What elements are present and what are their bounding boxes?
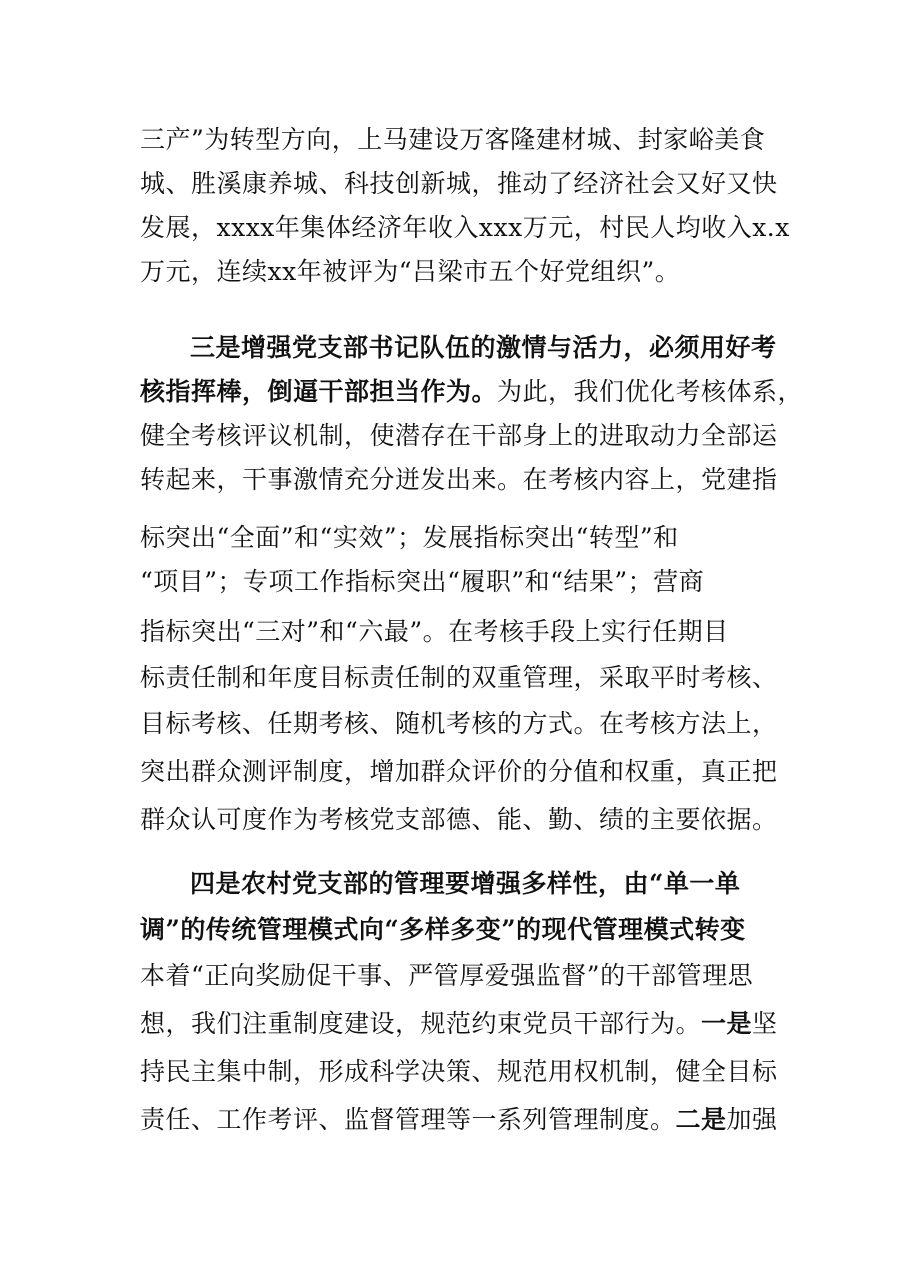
- section-four-heading-line-2: 调”的传统管理模式向“多样多变”的现代管理模式转变: [140, 915, 746, 944]
- section-three-body-start: 为此，我们优化考核体系，: [497, 377, 804, 406]
- section-four-line-3: 本着“正向奖励促干事、严管厚爱强监督”的干部管理思: [140, 961, 754, 990]
- section-three-line-5: 标突出“全面”和“实效”；发展指标突出“转型”和: [140, 523, 679, 552]
- section-three-line-9: 目标考核、任期考核、随机考核的方式。在考核方法上，: [140, 709, 778, 738]
- section-three-line-8: 标责任制和年度目标责任制的双重管理，采取平时考核、: [140, 663, 778, 692]
- point-one-label: 一是: [701, 1009, 753, 1038]
- section-four-line-6: [140, 1098, 780, 1142]
- section-three-heading-line-1: 三是增强党支部书记队伍的激情与活力，必须用好考: [190, 333, 777, 362]
- paragraph-1-line-3: 发展，xxxx年集体经济年收入xxx万元，村民人均收入x.x: [140, 213, 790, 242]
- section-four-line-6-tail: 加强: [726, 1105, 778, 1134]
- section-four-line-6-text: 责任、工作考评、监督管理等一系列管理制度。: [140, 1105, 676, 1134]
- section-three-line-3: 健全考核评议机制，使潜存在干部身上的进取动力全部运: [140, 421, 778, 450]
- paragraph-1-line-1: 三产”为转型方向，上马建设万客隆建材城、封家峪美食: [140, 125, 766, 154]
- paragraph-1-line-4: 万元，连续xx年被评为“吕梁市五个好党组织”。: [140, 257, 681, 286]
- section-three-line-4: 转起来，干事激情充分迸发出来。在考核内容上，党建指: [140, 465, 778, 494]
- section-three-heading-tail: 核指挥棒，倒逼干部担当作为。: [140, 377, 498, 406]
- section-three-line-11: 群众认可度作为考核党支部德、能、勤、绩的主要依据。: [140, 805, 778, 834]
- point-two-label: 二是: [675, 1105, 727, 1134]
- section-four-heading-line-1: 四是农村党支部的管理要增强多样性，由“单一单: [190, 869, 741, 898]
- section-four-line-4-tail: 坚: [752, 1009, 778, 1038]
- section-three-line-2: [140, 370, 804, 414]
- section-three-line-10: 突出群众测评制度，增加群众评价的分值和权重，真正把: [140, 757, 778, 786]
- section-three-line-7: 指标突出“三对”和“六最”。在考核手段上实行任期目: [140, 617, 729, 646]
- section-four-line-4-text: 想，我们注重制度建设，规范约束党员干部行为。: [140, 1009, 702, 1038]
- section-four-line-5: 持民主集中制，形成科学决策、规范用权机制，健全目标: [140, 1057, 778, 1086]
- section-three-line-6: “项目”；专项工作指标突出“履职”和“结果”；营商: [140, 567, 705, 596]
- paragraph-1-line-2: 城、胜溪康养城、科技创新城，推动了经济社会又好又快: [140, 169, 778, 198]
- section-four-line-4: [140, 1002, 780, 1046]
